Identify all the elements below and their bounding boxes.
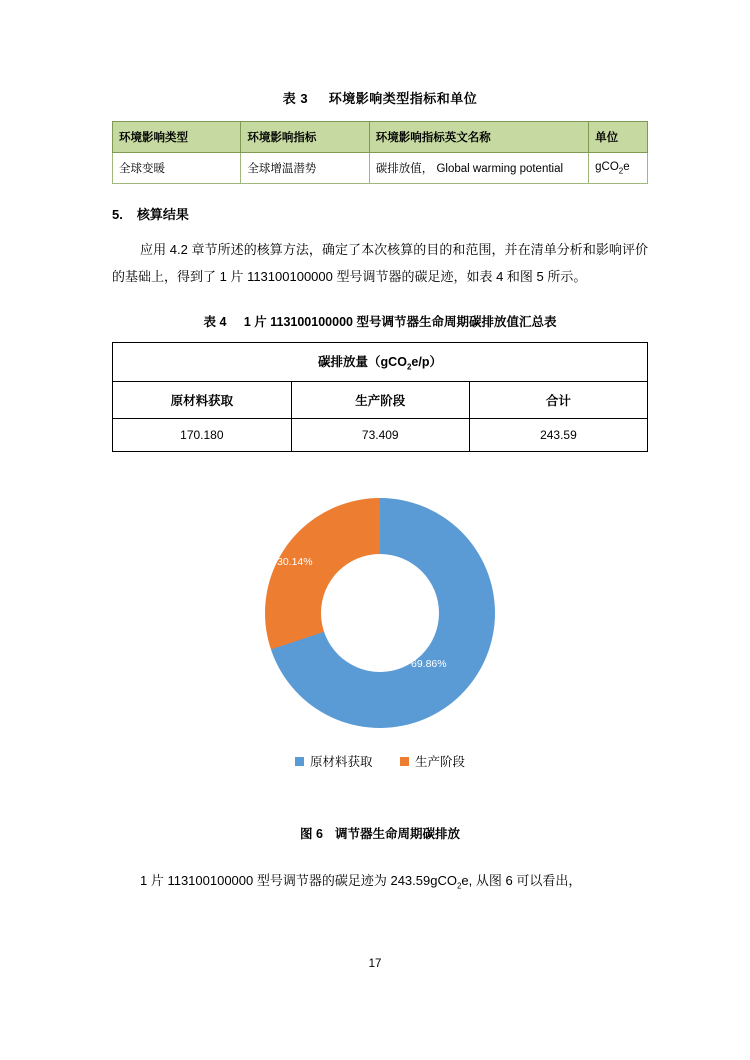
table4-title-row: [113, 343, 648, 382]
paragraph-text: 应用 4.2 章节所述的核算方法，确定了本次核算的目的和范围，并在清单分析和影响评价的基础上，得到了 1 片 113100100000 型号调节器的碳足迹，如表 4 和图 5 所示。: [112, 242, 648, 284]
table4-title-subscript: 2: [406, 362, 412, 372]
closing-text-a: 1 片 113100100000 型号调节器的碳足迹为 243.59: [140, 872, 431, 888]
table4-caption: [112, 312, 648, 330]
table4-col-total: 合计: [469, 381, 647, 418]
legend-item-production: [400, 752, 465, 770]
table4-col-raw-material: 原材料获取: [113, 381, 292, 418]
table3-cell-unit: [589, 153, 648, 184]
unit-subscript: 2: [618, 166, 624, 176]
section-number: 5.: [112, 207, 123, 222]
legend-label-raw-material: 原材料获取: [309, 754, 373, 769]
table4-wrapper: [112, 342, 648, 452]
table4-title-suffix: e/p）: [411, 355, 442, 370]
donut-ring: [265, 498, 495, 728]
table4-title-prefix: 碳排放量（gCO: [318, 355, 407, 370]
unit-prefix: gCO: [595, 160, 619, 173]
donut-hole: [321, 554, 439, 672]
table3-col-impact-indicator: 环境影响指标: [241, 122, 369, 153]
donut-wrapper: [265, 498, 495, 728]
table4-value-raw-material: 170.180: [113, 418, 292, 451]
legend-swatch-icon: [295, 757, 304, 766]
table4: [112, 342, 648, 452]
figure-caption-label: 图 6: [300, 826, 323, 841]
donut-label-production: 30.14%: [277, 555, 313, 568]
section-paragraph: [112, 237, 648, 290]
table3-cell-impact-type: 全球变暖: [113, 153, 241, 184]
table4-header-row: [113, 381, 648, 418]
table3-col-unit: 单位: [589, 122, 648, 153]
chart-legend: [112, 752, 648, 770]
table3-col-indicator-english: 环境影响指标英文名称: [369, 122, 588, 153]
table4-col-production: 生产阶段: [291, 381, 469, 418]
figure-caption-text: 调节器生命周期碳排放: [334, 826, 460, 841]
table3-cell-indicator-english: 碳排放值， Global warming potential: [369, 153, 588, 184]
table4-title-cell: [113, 343, 648, 382]
section-title: 核算结果: [136, 207, 189, 222]
table-row: [113, 153, 648, 184]
table4-caption-label: 表 4: [203, 315, 227, 330]
table4-caption-text: 1 片 113100100000 型号调节器生命周期碳排放值汇总表: [243, 315, 557, 330]
table4-value-total: 243.59: [469, 418, 647, 451]
table3-caption-label: 表 3: [282, 91, 309, 106]
table3-col-impact-type: 环境影响类型: [113, 122, 241, 153]
legend-swatch-icon: [400, 757, 409, 766]
closing-text-c: e, 从图 6 可以看出，: [461, 872, 582, 888]
figure-caption: [112, 824, 648, 842]
carbon-footprint-donut-chart: [112, 498, 648, 798]
closing-paragraph: [112, 868, 648, 895]
table3-cell-impact-indicator: 全球增温潜势: [241, 153, 369, 184]
table3-caption-text: 环境影响类型指标和单位: [328, 91, 478, 106]
table3: [112, 121, 648, 184]
table3-caption: [112, 88, 648, 107]
page-content: [112, 0, 648, 894]
donut-label-raw-material: 69.86%: [411, 657, 447, 670]
table3-header-row: [113, 122, 648, 153]
page-number: 17: [368, 958, 382, 970]
table4-value-production: 73.409: [291, 418, 469, 451]
closing-subscript: 2: [456, 881, 462, 891]
table-row: [113, 418, 648, 451]
section-heading: [112, 204, 648, 223]
legend-label-production: 生产阶段: [414, 754, 465, 769]
closing-text-b: gCO: [430, 872, 457, 888]
table3-wrapper: [112, 121, 648, 184]
unit-suffix: e: [623, 160, 630, 173]
legend-item-raw-material: [295, 752, 373, 770]
